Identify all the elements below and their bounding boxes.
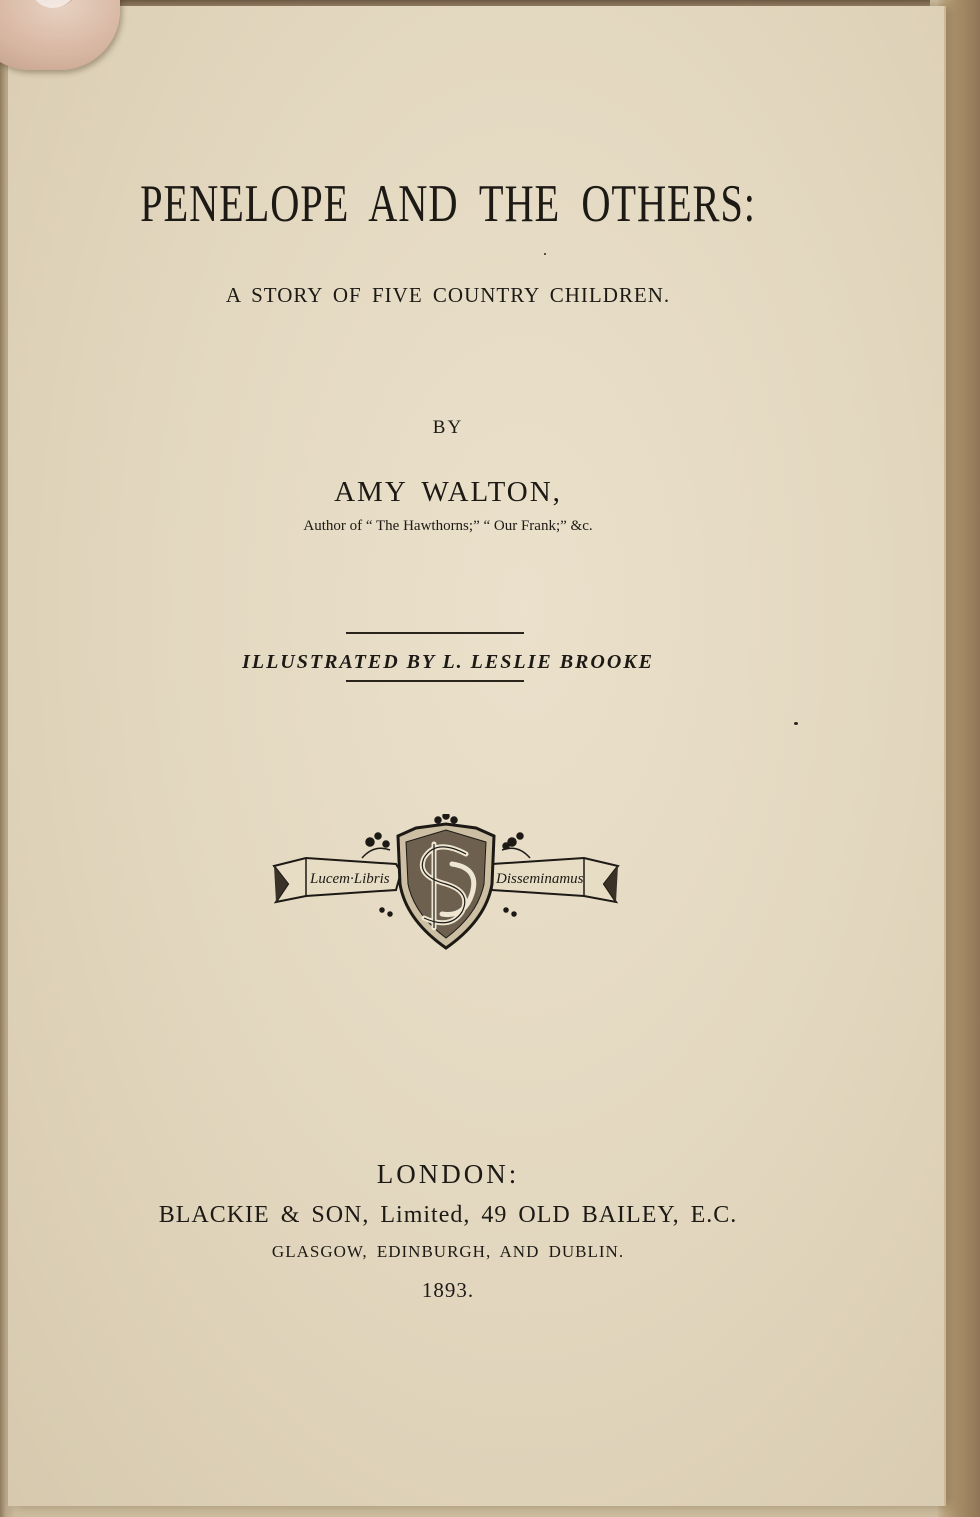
- book-title: PENELOPE AND THE OTHERS:: [140, 175, 756, 234]
- thumbnail-nail: [30, 0, 80, 8]
- illustrator-credit: ILLUSTRATED BY L. LESLIE BROOKE: [242, 651, 654, 673]
- motto-left: Lucem·Libris: [310, 871, 390, 887]
- imprint-branches: GLASGOW, EDINBURGH, AND DUBLIN.: [271, 1242, 625, 1261]
- imprint-publisher: BLACKIE & SON, Limited, 49 OLD BAILEY, E.C.: [158, 1202, 738, 1228]
- illustrator-rule-bottom: [346, 680, 524, 682]
- author-name: AMY WALTON,: [334, 476, 562, 508]
- imprint-year: 1893.: [421, 1278, 475, 1302]
- illustrator-rule-top: [346, 632, 524, 634]
- title-page: [8, 6, 944, 1506]
- paper-speck: [794, 722, 798, 725]
- paper-speck: [544, 253, 546, 255]
- imprint-city: LONDON:: [376, 1159, 520, 1189]
- author-other-works: Author of “ The Hawthorns;” “ Our Frank;” &c.: [303, 518, 593, 534]
- motto-right: Disseminamus: [496, 871, 584, 887]
- page-stack-edge: [938, 0, 980, 1517]
- publisher-emblem: [266, 814, 626, 959]
- byline-label: BY: [432, 417, 464, 438]
- book-subtitle: A STORY OF FIVE COUNTRY CHILDREN.: [225, 283, 671, 307]
